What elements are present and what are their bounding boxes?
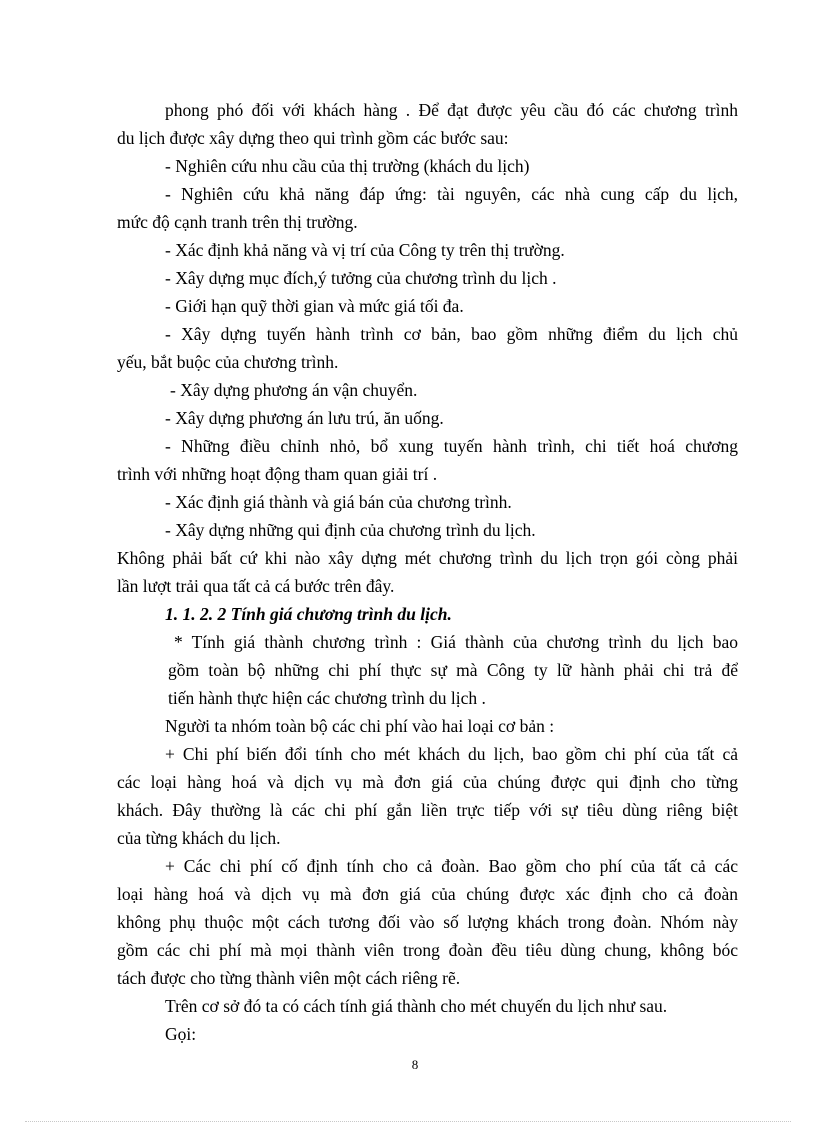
text-line: khách. Đây thường là các chi phí gắn liền trực tiếp với sự tiêu dùng riêng biệt [117,800,738,820]
text-line: - Giới hạn quỹ thời gian và mức giá tối đa. [165,296,464,316]
page-bottom-rule [25,1121,791,1122]
text-line: * Tính giá thành chương trình : Giá thành của chương trình du lịch bao [174,632,738,652]
text-line: phong phó đối với khách hàng . Để đạt được yêu cầu đó các chương trình [165,100,738,120]
text-line: - Nghiên cứu nhu cầu của thị trường (khách du lịch) [165,156,530,176]
text-line: loại hàng hoá và dịch vụ mà đơn giá của chúng được xác định cho cả đoàn [117,884,738,904]
text-line: của từng khách du lịch. [117,828,281,848]
text-line: yếu, bắt buộc của chương trình. [117,352,339,372]
text-line: - Những điều chỉnh nhỏ, bổ xung tuyến hành trình, chi tiết hoá chương [165,436,738,456]
section-heading: 1. 1. 2. 2 Tính giá chương trình du lịch. [165,604,452,624]
page-number: 8 [411,1057,419,1072]
text-line: mức độ cạnh tranh trên thị trường. [117,212,358,232]
text-line: + Các chi phí cố định tính cho cả đoàn. Bao gồm cho phí của tất cả các [165,856,738,876]
text-line: - Xây dựng những qui định của chương trình du lịch. [165,520,536,540]
text-line: các loại hàng hoá và dịch vụ mà đơn giá của chúng được qui định cho từng [117,772,738,792]
text-line: - Xây dựng tuyến hành trình cơ bản, bao gồm những điểm du lịch chủ [165,324,738,344]
text-line: - Xác định khả năng và vị trí của Công ty trên thị trường. [165,240,565,260]
text-line: - Xác định giá thành và giá bán của chương trình. [165,492,512,512]
text-line: gồm các chi phí mà mọi thành viên trong đoàn đều tiêu dùng chung, không bóc [117,940,738,960]
text-line: Trên cơ sở đó ta có cách tính giá thành cho mét chuyến du lịch như sau. [165,996,668,1016]
text-line: du lịch được xây dựng theo qui trình gồm các bước sau: [117,128,509,148]
text-line: Không phải bất cứ khi nào xây dựng mét chương trình du lịch trọn gói còng phải [117,548,738,568]
text-line: lần lượt trải qua tất cả cá bước trên đây. [117,576,395,596]
text-line: - Xây dựng phương án vận chuyển. [170,380,418,400]
text-line: Người ta nhóm toàn bộ các chi phí vào hai loại cơ bản : [165,716,555,736]
text-line: tiến hành thực hiện các chương trình du lịch . [168,688,486,708]
text-line: - Nghiên cứu khả năng đáp ứng: tài nguyên, các nhà cung cấp du lịch, [165,184,738,204]
text-line: không phụ thuộc một cách tương đối vào số lượng khách trong đoàn. Nhóm này [117,912,738,932]
text-line: gồm toàn bộ những chi phí thực sự mà Công ty lữ hành phải chi trả để [168,660,738,680]
text-line: Gọi: [165,1024,197,1044]
text-line: - Xây dựng mục đích,ý tưởng của chương trình du lịch . [165,268,557,288]
text-line: + Chi phí biến đổi tính cho mét khách du lịch, bao gồm chi phí của tất cả [165,744,738,764]
text-line: tách được cho từng thành viên một cách riêng rẽ. [117,968,461,988]
text-line: - Xây dựng phương án lưu trú, ăn uống. [165,408,444,428]
text-line: trình với những hoạt động tham quan giải trí . [117,464,438,484]
